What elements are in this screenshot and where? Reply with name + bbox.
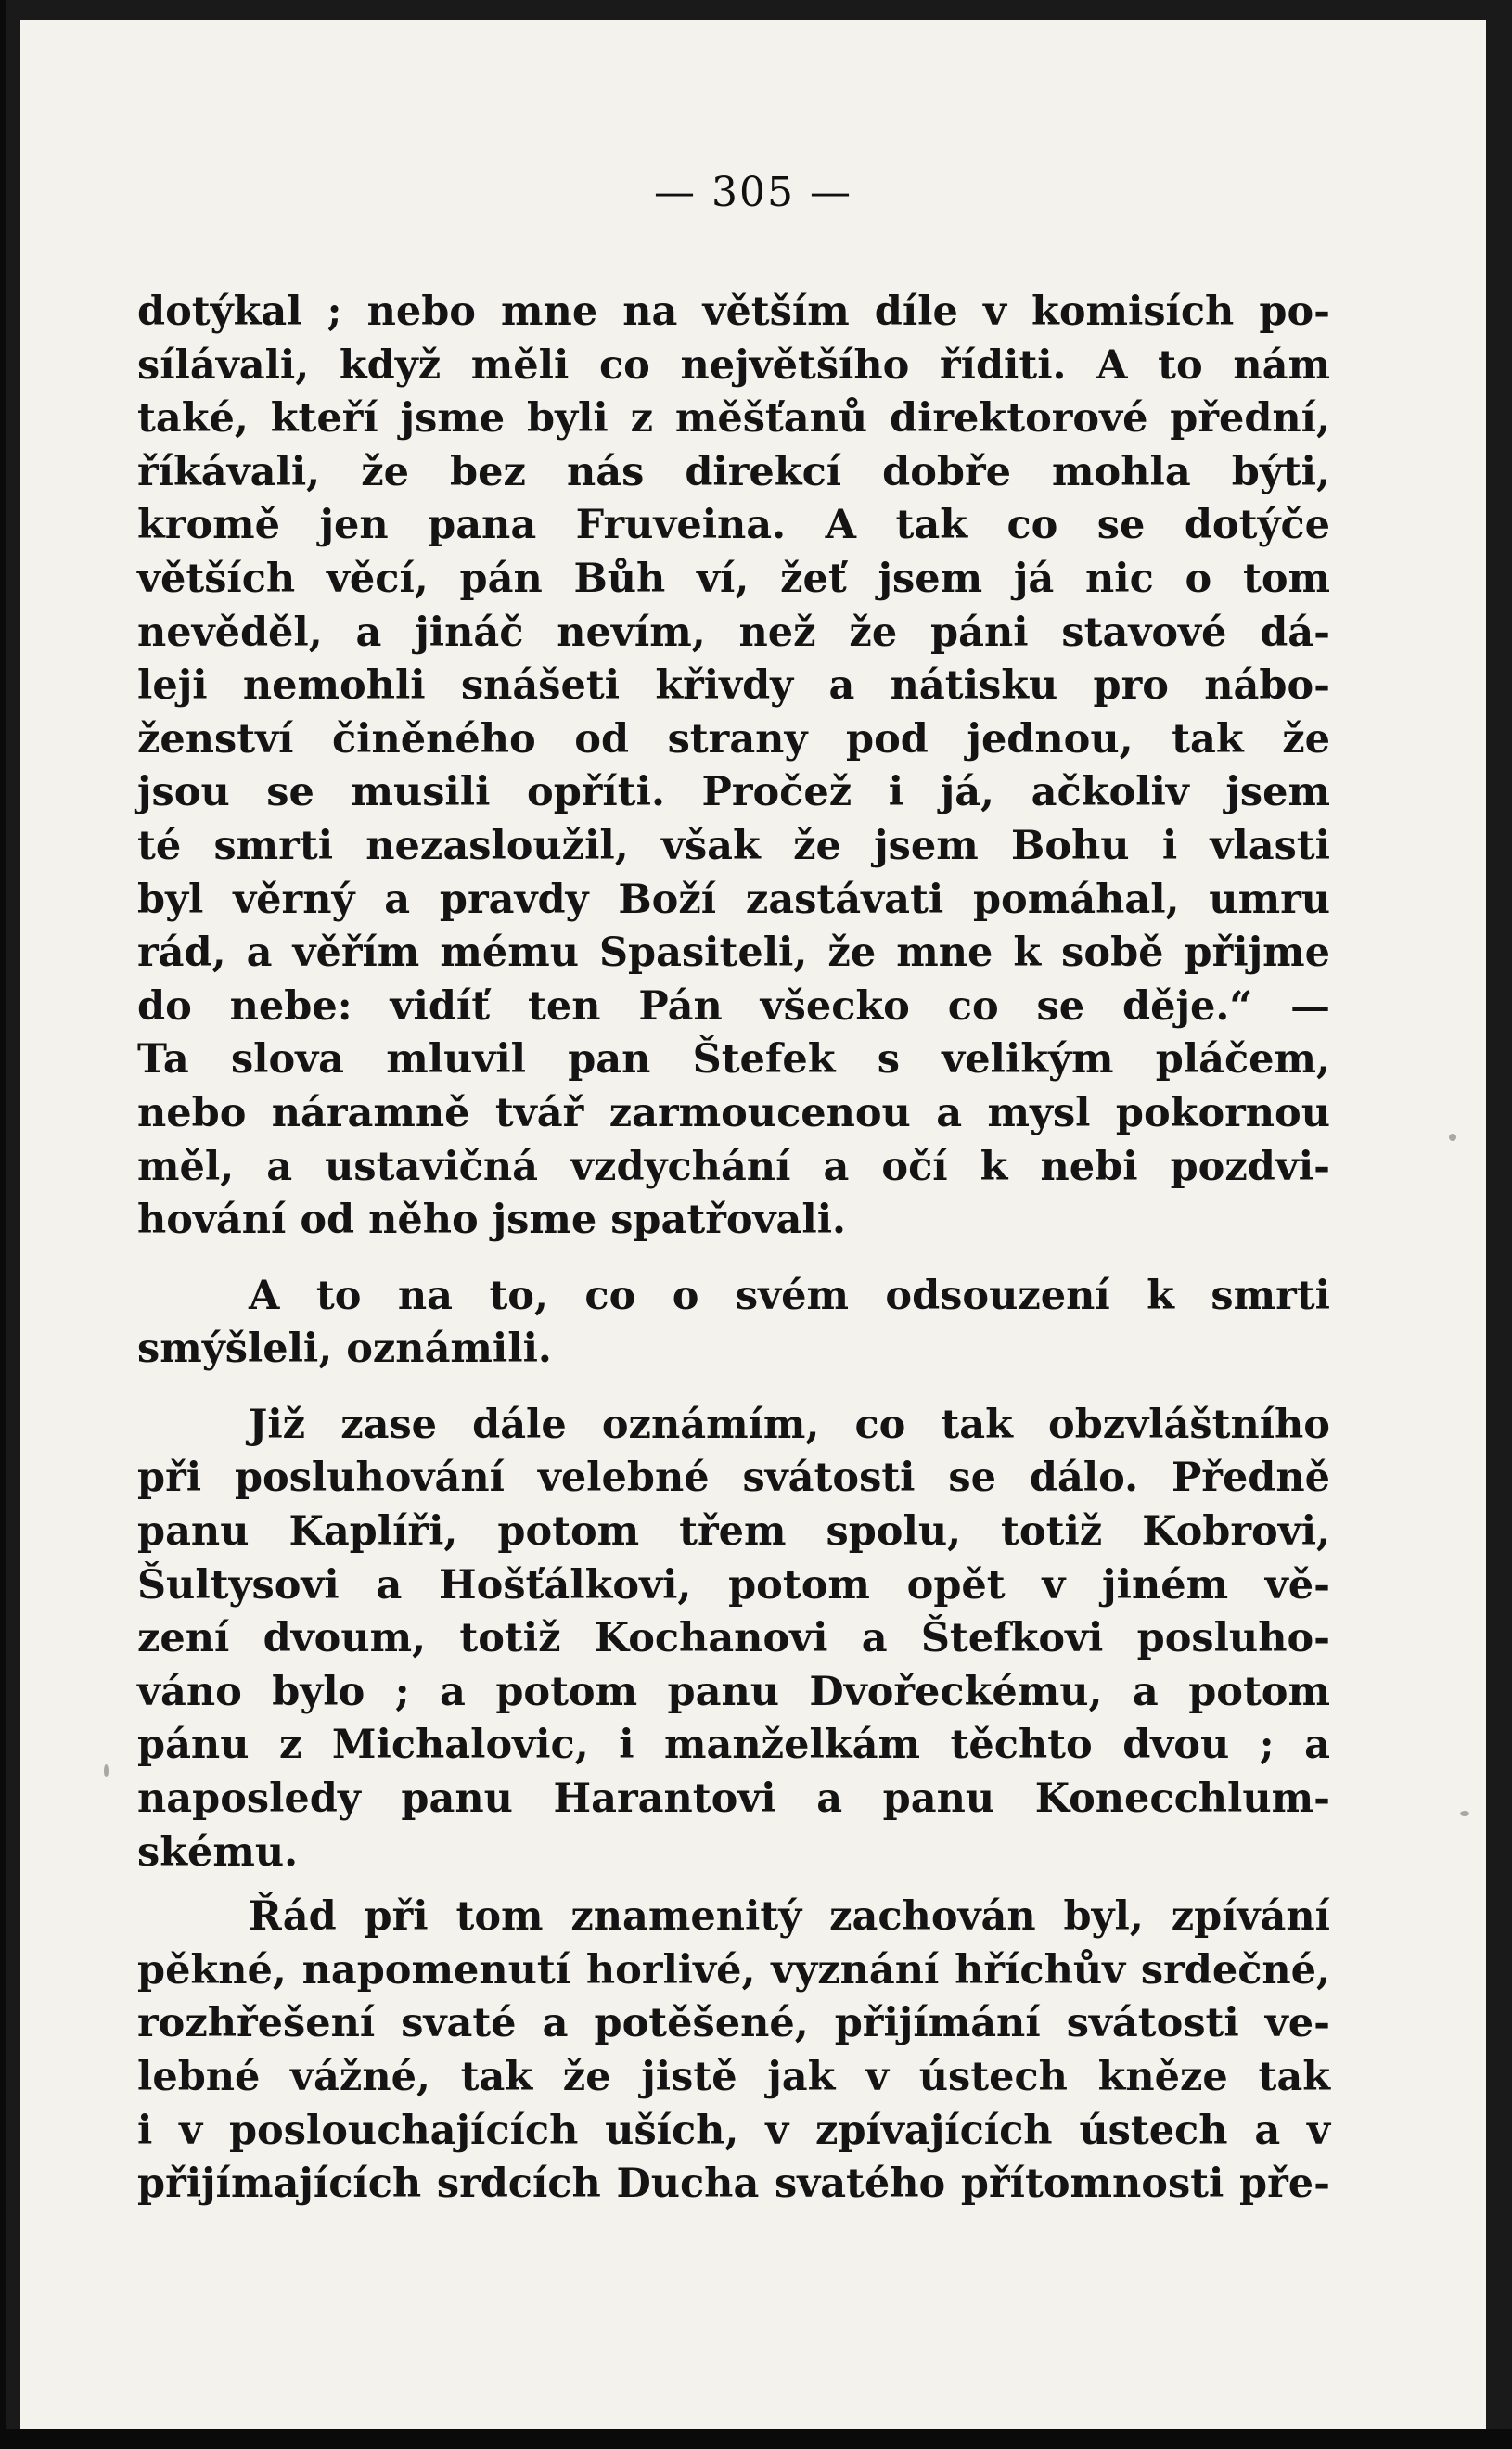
text-line: smýšleli, oznámili. <box>137 1326 552 1373</box>
text-line: pěkné, napomenutí horlivé, vyznání hříchův srdečné, <box>137 1946 1330 1994</box>
text-line: lebné vážné, tak že jistě jak v ústech kněze tak <box>137 2054 1330 2100</box>
page-body <box>137 286 1330 2212</box>
scan-smudge <box>1449 1134 1456 1141</box>
page-number: — 305 — <box>654 169 852 216</box>
text-line: rozhřešení svaté a potěšené, přijímání svátosti ve- <box>137 2000 1330 2047</box>
text-line: sílávali, když měli co největšího říditi. A to nám <box>137 341 1330 389</box>
text-line: Ta slova mluvil pan Štefek s velikým pláčem, <box>137 1036 1330 1083</box>
book-page <box>20 20 1486 2432</box>
paragraph <box>137 1891 1330 2212</box>
text-line: i v poslouchajících uších, v zpívajících ústech a v <box>137 2107 1330 2154</box>
text-line: Řád při tom znamenitý zachován byl, zpívání <box>249 1893 1330 1941</box>
text-line: ženství činěného od strany pod jednou, tak že <box>137 715 1330 763</box>
scan-smudge <box>104 1764 109 1777</box>
text-line: Již zase dále oznámím, co tak obzvláštního <box>249 1401 1330 1448</box>
scan-smudge <box>1460 1811 1469 1816</box>
text-line: naposledy panu Harantovi a panu Konecchlum- <box>137 1776 1330 1823</box>
text-line: leji nemohli snášeti křivdy a nátisku pro nábo- <box>137 662 1330 710</box>
text-line: nevěděl, a jináč nevím, než že páni stavové dá- <box>137 609 1330 656</box>
text-line: byl věrný a pravdy Boží zastávati pomáhal, umru <box>137 876 1330 923</box>
text-line: A to na to, co o svém odsouzení k smrti <box>249 1272 1330 1319</box>
text-line: té smrti nezasloužil, však že jsem Bohu i vlasti <box>137 822 1330 869</box>
text-line: skému. <box>137 1828 299 1876</box>
text-line: rád, a věřím mému Spasiteli, že mne k sobě přijme <box>137 930 1330 977</box>
scan-bottom-edge <box>0 2429 1512 2449</box>
text-line: nebo náramně tvář zarmoucenou a mysl pokornou <box>137 1089 1330 1136</box>
text-line: kromě jen pana Fruveina. A tak co se dotýče <box>137 502 1330 549</box>
paragraph <box>137 286 1330 1248</box>
paragraph <box>137 1270 1330 1377</box>
text-line: pánu z Michalovic, i manželkám těchto dvou ; a <box>137 1722 1330 1769</box>
text-line: přijímajících srdcích Ducha svatého přítomnosti pře- <box>137 2161 1330 2208</box>
text-line: váno bylo ; a potom panu Dvořeckému, a potom <box>137 1668 1330 1715</box>
paragraph <box>137 1399 1330 1879</box>
text-line: panu Kaplíři, potom třem spolu, totiž Kobrovi, <box>137 1508 1330 1556</box>
text-line: při posluhování velebné svátosti se dálo. Předně <box>137 1455 1330 1502</box>
text-line: také, kteří jsme byli z měšťanů direktorové přední, <box>137 395 1330 442</box>
text-line: do nebe: vidíť ten Pán všecko co se děje.“ — <box>137 982 1330 1030</box>
text-line: dotýkal ; nebo mne na větším díle v komisích po- <box>137 288 1330 335</box>
text-line: větších věcí, pán Bůh ví, žeť jsem já nic o tom <box>137 555 1330 602</box>
text-line: jsou se musili opříti. Pročež i já, ačkoliv jsem <box>137 769 1330 816</box>
text-line: Šultysovi a Hošťálkovi, potom opět v jiném vě- <box>137 1561 1330 1609</box>
text-line: hování od něho jsme spatřovali. <box>137 1197 847 1244</box>
scan-left-edge <box>0 0 6 2449</box>
text-line: zení dvoum, totiž Kochanovi a Štefkovi posluho- <box>137 1615 1330 1662</box>
text-line: říkávali, že bez nás direkcí dobře mohla býti, <box>137 448 1330 495</box>
text-line: měl, a ustavičná vzdychání a očí k nebi pozdvi- <box>137 1143 1330 1190</box>
